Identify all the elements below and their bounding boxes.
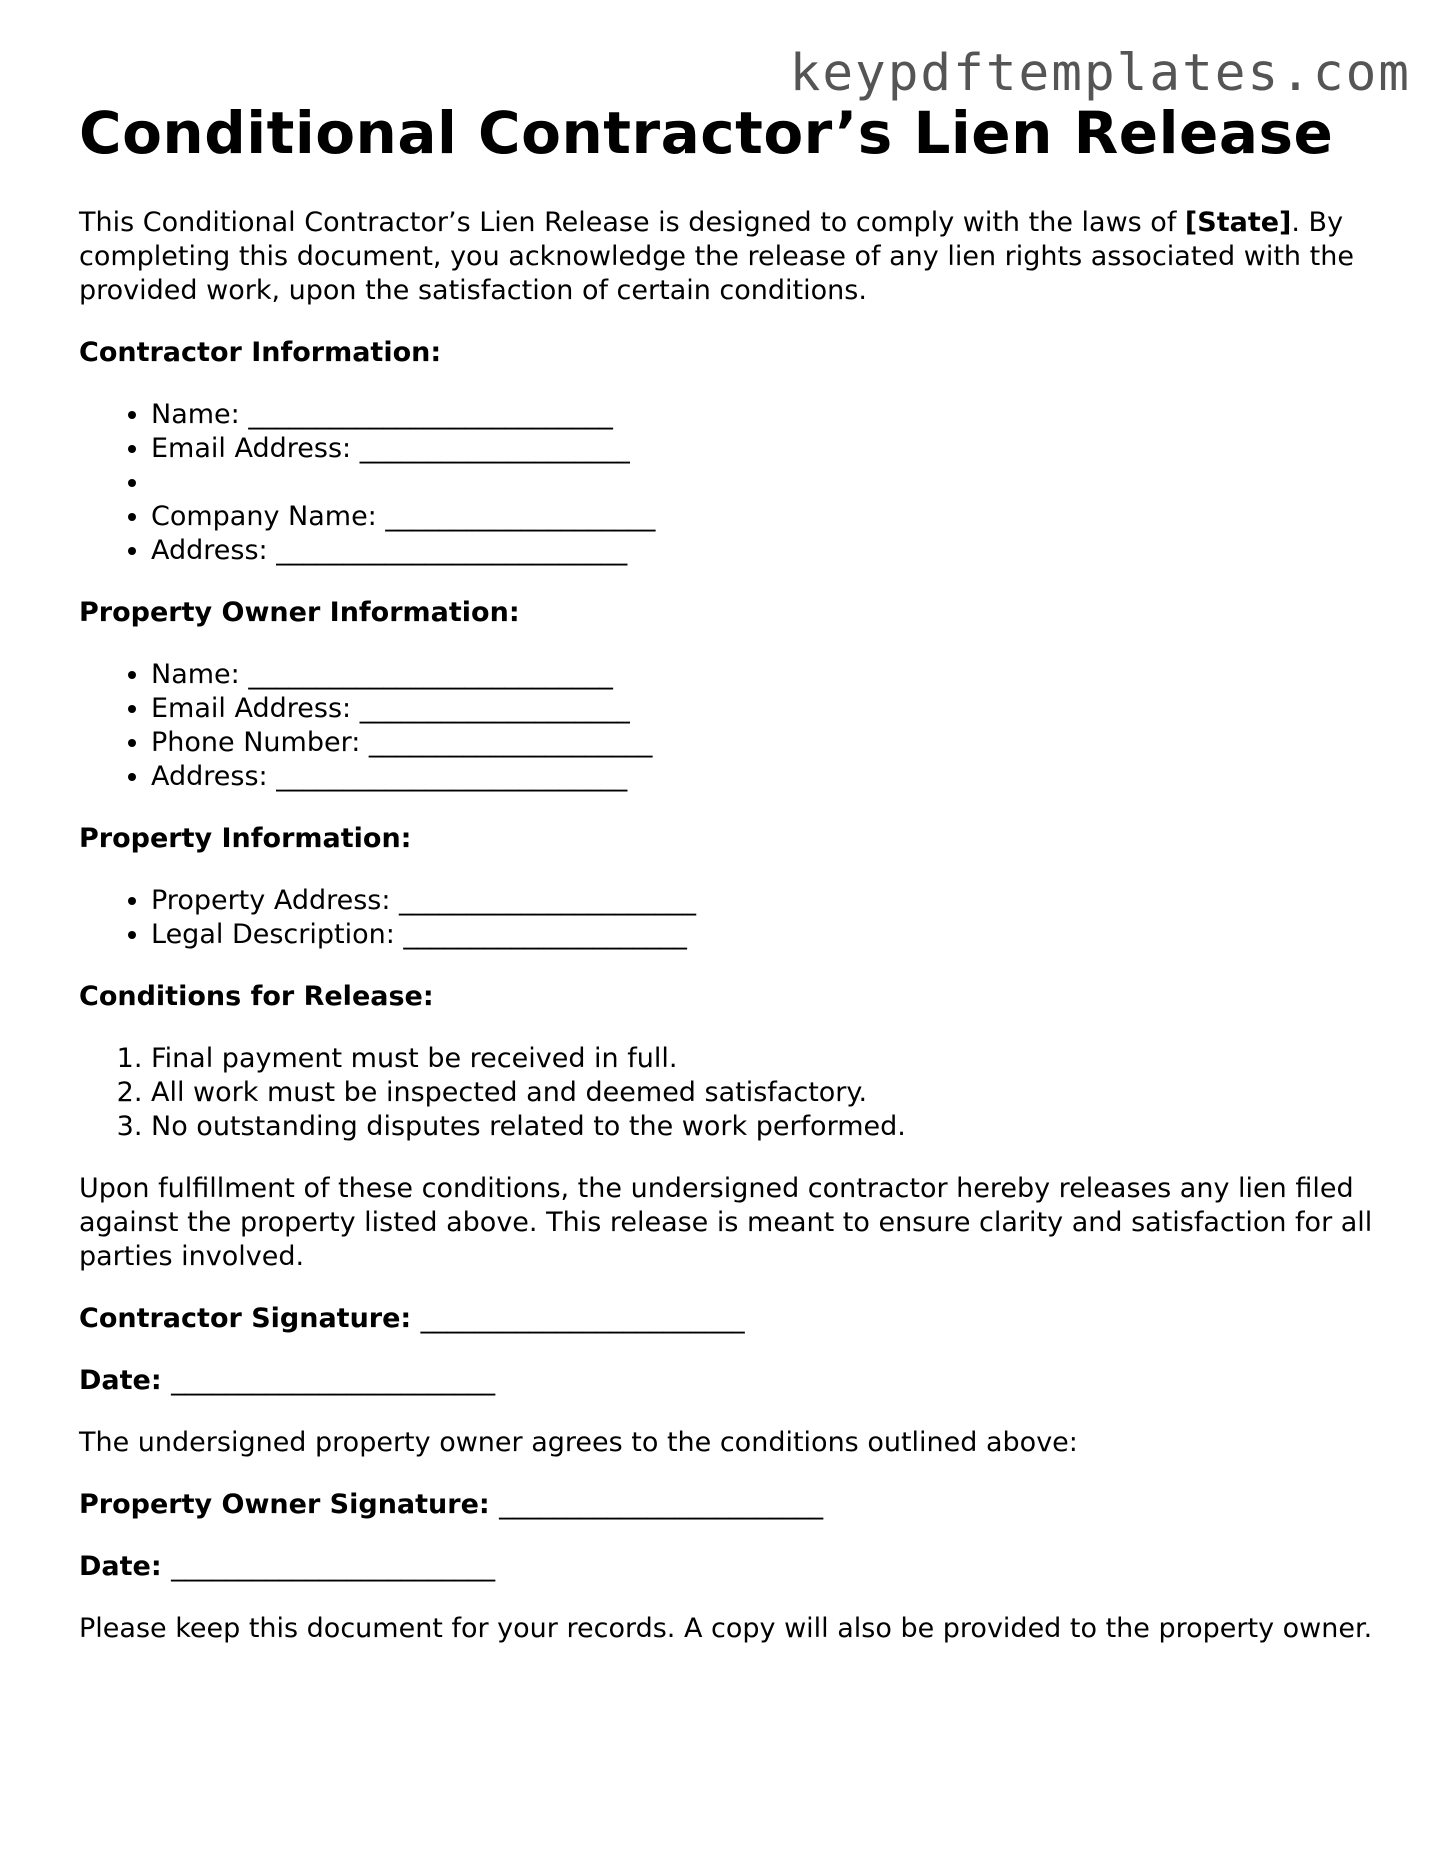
contractor-date-blank[interactable]: ________________________ xyxy=(171,1364,496,1396)
list-item xyxy=(151,432,1379,466)
field-label: Legal Description: xyxy=(151,918,404,950)
list-item xyxy=(151,726,1379,760)
field-label: Name: xyxy=(151,658,249,690)
owner-info-heading: Property Owner Information: xyxy=(79,596,520,628)
legal-description-blank[interactable]: _____________________ xyxy=(403,918,687,950)
field-label: Address: xyxy=(151,534,277,566)
list-item xyxy=(151,918,1379,952)
property-info-list xyxy=(79,884,1379,952)
list-item xyxy=(151,534,1379,568)
contractor-info-list xyxy=(79,398,1379,568)
contractor-address-blank[interactable]: __________________________ xyxy=(276,534,628,566)
empty-list-item xyxy=(151,466,1379,500)
owner-date-blank[interactable]: ________________________ xyxy=(171,1550,496,1582)
owner-signature-blank[interactable]: ________________________ xyxy=(499,1488,824,1520)
field-label: Name: xyxy=(151,398,249,430)
field-label: Email Address: xyxy=(151,432,360,464)
condition-item: 2. All work must be inspected and deemed satisfactory. xyxy=(151,1076,1379,1110)
condition-item: 3. No outstanding disputes related to the work performed. xyxy=(151,1110,1379,1144)
contractor-date-label: Date: xyxy=(79,1364,172,1396)
state-placeholder: [State] xyxy=(1184,206,1292,238)
conditions-list xyxy=(79,1042,1379,1144)
contractor-signature-label: Contractor Signature: xyxy=(79,1302,421,1334)
contractor-signature-line xyxy=(79,1302,1379,1336)
contractor-date-line xyxy=(79,1364,1379,1398)
owner-signature-line xyxy=(79,1488,1379,1522)
field-label: Email Address: xyxy=(151,692,360,724)
contractor-company-blank[interactable]: ____________________ xyxy=(385,500,656,532)
list-item xyxy=(151,658,1379,692)
condition-item: 1. Final payment must be received in full. xyxy=(151,1042,1379,1076)
property-info-heading: Property Information: xyxy=(79,822,412,854)
owner-date-label: Date: xyxy=(79,1550,172,1582)
contractor-signature-blank[interactable]: ________________________ xyxy=(420,1302,745,1334)
intro-paragraph xyxy=(79,206,1379,308)
document-title: Conditional Contractor’s Lien Release xyxy=(79,99,1334,167)
property-address-blank[interactable]: ______________________ xyxy=(399,884,697,916)
list-item xyxy=(151,500,1379,534)
contractor-info-heading: Contractor Information: xyxy=(79,336,442,368)
list-item xyxy=(151,760,1379,794)
list-item xyxy=(151,692,1379,726)
owner-date-line xyxy=(79,1550,1379,1584)
owner-name-blank[interactable]: ___________________________ xyxy=(248,658,613,690)
list-item xyxy=(151,884,1379,918)
field-label: Address: xyxy=(151,760,277,792)
document-content xyxy=(79,99,1379,1646)
intro-text-before: This Conditional Contractor’s Lien Release is designed to comply with the laws of xyxy=(79,206,1185,238)
fulfillment-paragraph: Upon fulfillment of these conditions, the undersigned contractor hereby releases any lien filed against the property listed above. This release is meant to ensure clarity and satisfaction for all parties involved. xyxy=(79,1172,1373,1272)
closing-paragraph: Please keep this document for your records. A copy will also be provided to the property owner. xyxy=(79,1612,1373,1644)
watermark: keypdftemplates.com xyxy=(789,44,1411,103)
field-label: Property Address: xyxy=(151,884,400,916)
contractor-name-blank[interactable]: ___________________________ xyxy=(248,398,613,430)
owner-agreement-paragraph: The undersigned property owner agrees to the conditions outlined above: xyxy=(79,1426,1078,1458)
field-label: Phone Number: xyxy=(151,726,369,758)
owner-signature-label: Property Owner Signature: xyxy=(79,1488,500,1520)
field-label: Company Name: xyxy=(151,500,386,532)
owner-info-list xyxy=(79,658,1379,794)
intro-text-after: . By completing this document, you acknowledge the release of any lien rights associated with the provided work, upon the satisfaction of certain conditions. xyxy=(79,206,1354,306)
owner-email-blank[interactable]: ____________________ xyxy=(359,692,630,724)
owner-phone-blank[interactable]: _____________________ xyxy=(368,726,653,758)
list-item xyxy=(151,398,1379,432)
contractor-email-blank[interactable]: ____________________ xyxy=(359,432,630,464)
conditions-heading: Conditions for Release: xyxy=(79,980,434,1012)
owner-address-blank[interactable]: __________________________ xyxy=(276,760,628,792)
